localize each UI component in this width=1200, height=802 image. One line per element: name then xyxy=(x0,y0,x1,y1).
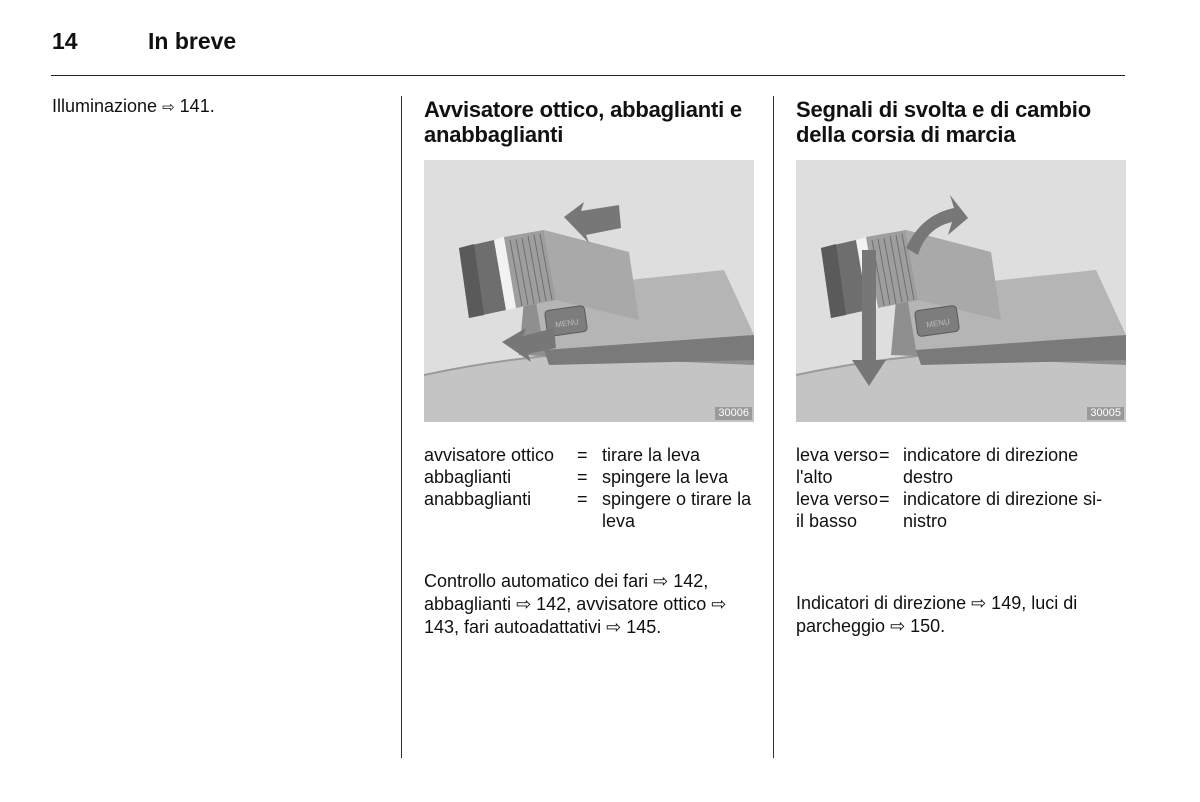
header-rule xyxy=(51,75,1125,76)
figure-turn-signal-lever xyxy=(796,160,1126,422)
legend-term: leva verso il basso xyxy=(796,489,879,531)
lever-illustration xyxy=(424,160,754,422)
legend-term: abbaglianti xyxy=(424,467,512,487)
legend-desc: indicatore di direzione si-nistro xyxy=(903,489,1103,531)
middle-column xyxy=(424,97,754,637)
page-ref: 141. xyxy=(179,96,215,116)
menu-button-label: MENU xyxy=(925,317,951,330)
left-text: Illuminazione xyxy=(52,96,158,116)
legend-desc: indicatore di direzione destro xyxy=(903,445,1079,487)
legend-row xyxy=(424,466,754,488)
section-heading-turn-signals: Segnali di svolta e di cambio della corsia di marcia xyxy=(796,97,1091,147)
column-divider-2 xyxy=(773,96,774,758)
legend-term: anabbaglianti xyxy=(424,489,532,509)
column-divider-1 xyxy=(401,96,402,758)
legend-table xyxy=(796,444,1126,532)
legend-sep: = xyxy=(577,467,588,487)
page-ref-arrow-icon: ⇨ xyxy=(162,99,175,116)
legend-term: avvisatore ottico xyxy=(424,445,555,465)
legend-table xyxy=(424,444,754,532)
legend-desc: spingere o tirare la leva xyxy=(602,489,752,531)
cross-reference-paragraph: Controllo automatico dei fari ⇨ 142, abbaglianti ⇨ 142, avvisatore ottico ⇨ 143, fari autoadattativi ⇨ 145. xyxy=(424,571,727,637)
right-column xyxy=(796,97,1126,636)
legend-sep: = xyxy=(577,489,588,509)
legend-term: leva verso l'alto xyxy=(796,445,879,487)
left-column xyxy=(52,95,215,119)
legend-row xyxy=(424,444,754,466)
lever-illustration xyxy=(796,160,1126,422)
legend-row xyxy=(796,444,1126,488)
legend-sep: = xyxy=(879,489,890,509)
cross-reference-paragraph: Indicatori di direzione ⇨ 149, luci di parcheggio ⇨ 150. xyxy=(796,593,1078,636)
figure-headlight-lever xyxy=(424,160,754,422)
section-heading-light-switch: Avvisatore ottico, abbaglianti e anabbaglianti xyxy=(424,97,742,147)
legend-sep: = xyxy=(879,445,890,465)
figure-number: 30005 xyxy=(1087,407,1124,420)
menu-button-label: MENU xyxy=(554,317,580,330)
legend-desc: tirare la leva xyxy=(602,445,701,465)
legend-sep: = xyxy=(577,445,588,465)
page-number: 14 xyxy=(52,28,78,54)
legend-desc: spingere la leva xyxy=(602,467,729,487)
figure-number: 30006 xyxy=(715,407,752,420)
page-title: In breve xyxy=(148,28,237,54)
legend-row xyxy=(796,488,1126,532)
legend-row xyxy=(424,488,754,532)
